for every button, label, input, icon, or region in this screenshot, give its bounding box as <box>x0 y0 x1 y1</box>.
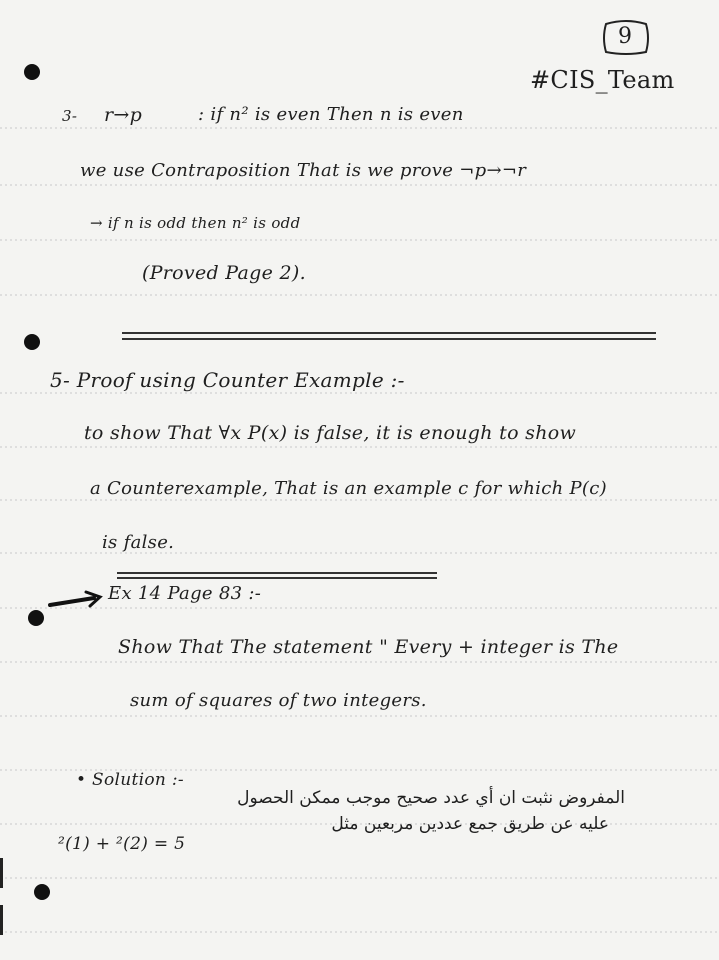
example-divider <box>117 572 437 574</box>
binder-hole <box>28 610 44 626</box>
reference-line: (Proved Page 2). <box>142 262 306 284</box>
arabic-text-line: عليه عن طريق جمع عددين مربعين مثل <box>331 814 609 834</box>
method-line: we use Contraposition That is we prove ¬p→¬r <box>80 160 527 181</box>
section-divider <box>122 338 656 340</box>
binder-hole <box>24 334 40 350</box>
statement-line: : if n² is even Then n is even <box>198 104 464 125</box>
example-line: Show That The statement " Every + integer is The <box>118 636 619 658</box>
arabic-text-line: المفروض نثبت ان أي عدد صحيح موجب ممكن الحصول <box>237 788 625 808</box>
team-tag: #CIS_Team <box>530 66 675 94</box>
arrow-right-icon <box>48 590 104 614</box>
example-line: sum of squares of two integers. <box>130 690 427 711</box>
body-line: a Counterexample, That is an example c for which P(c) <box>90 478 607 499</box>
example-label: Ex 14 Page 83 :- <box>108 583 262 604</box>
example-divider <box>117 577 437 579</box>
body-line: is false. <box>102 532 175 553</box>
body-line: to show That ∀x P(x) is false, it is enough to show <box>84 422 577 444</box>
page-number: 9 <box>618 24 633 49</box>
item-number: 3- <box>62 107 78 125</box>
section-heading: 5- Proof using Counter Example :- <box>50 368 405 392</box>
contrapositive-line: → if n is odd then n² is odd <box>90 214 301 232</box>
solution-label: • Solution :- <box>76 770 184 790</box>
binder-hole <box>24 64 40 80</box>
binder-hole <box>34 884 50 900</box>
implication: r→p <box>104 104 143 126</box>
page-edge-mark <box>0 858 3 888</box>
section-divider <box>122 332 656 334</box>
equation: 5 = (2)² + (1)² <box>58 834 186 854</box>
page-edge-mark <box>0 905 3 935</box>
